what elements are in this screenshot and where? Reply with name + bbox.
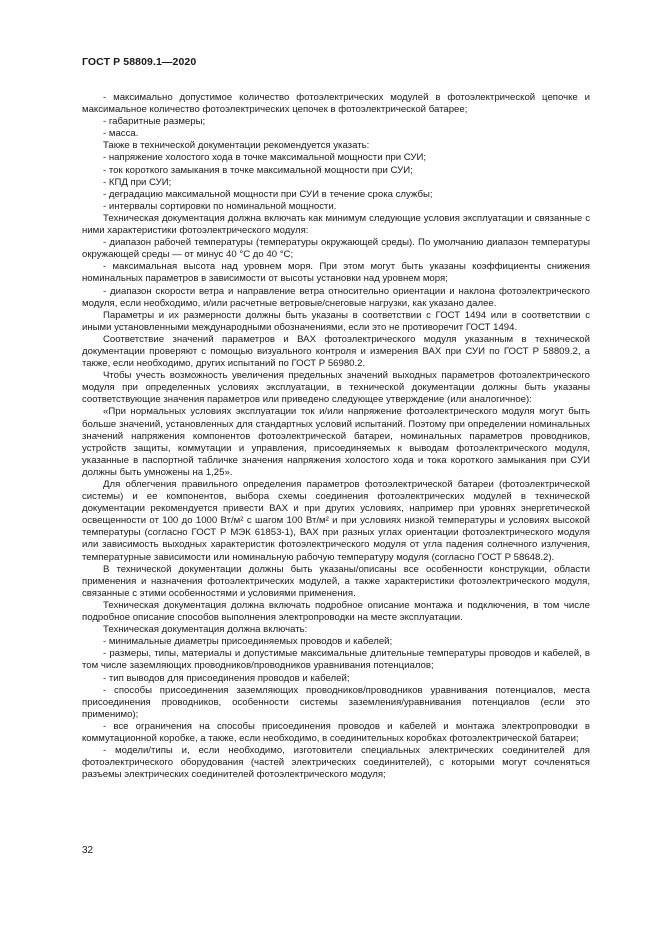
paragraph: Соответствие значений параметров и ВАХ фотоэлектрического модуля указанным в технической документации проверяют с помощью визуального контроля и измерения ВАХ при СУИ по ГОСТ Р 58809.2, а также, если необходимо, других испытаний по ГОСТ Р 56980.2.	[82, 333, 590, 370]
paragraph: - деградацию максимальной мощности при СУИ в течение срока службы;	[103, 188, 433, 200]
standard-designation: ГОСТ Р 58809.1—2020	[82, 56, 197, 68]
paragraph: Также в технической документации рекомендуется указать:	[103, 140, 370, 152]
paragraph: - интервалы сортировки по номинальной мощности.	[103, 200, 337, 212]
paragraph: - минимальные диаметры присоединяемых проводов и кабелей;	[103, 636, 393, 648]
page-body	[82, 92, 590, 781]
paragraph: - модели/типы и, если необходимо, изготовители специальных электрических соединителей для фотоэлектрического оборудования (частей электрических соединителей), с которыми могут сочленяться разъемы электрических соединителей фотоэлектрического модуля;	[82, 745, 590, 781]
page-number: 32	[82, 845, 94, 856]
paragraph: - способы присоединения заземляющих проводников/проводников уравнивания потенциалов, места присоединения проводников, особенности системы заземления/уравнивания потенциалов (если это применимо);	[82, 684, 590, 720]
paragraph: - тип выводов для присоединения проводов и кабелей;	[103, 672, 350, 684]
paragraph: - масса.	[103, 128, 139, 140]
paragraph: - все ограничения на способы присоединения проводов и кабелей и монтажа электропроводки в коммутационной коробке, а также, если необходимо, в соединительных коробках фотоэлектрической батареи;	[82, 720, 590, 744]
paragraph: - ток короткого замыкания в точке максимальной мощности при СУИ;	[103, 164, 413, 176]
paragraph: - размеры, типы, материалы и допустимые максимальные длительные температуры проводов и кабелей, в том числе заземляющих проводников/проводников уравнивания потенциалов;	[82, 648, 590, 672]
paragraph: Чтобы учесть возможность увеличения предельных значений выходных параметров фотоэлектрического модуля при определенных условиях эксплуатации, в технической документации должны быть указаны соответствующие значения параметров или приведено следующее утверждение (или аналогичное):	[82, 370, 590, 406]
paragraph: - максимальная высота над уровнем моря. При этом могут быть указаны коэффициенты снижения номинальных параметров в зависимости от высоты установки над уровнем моря;	[82, 261, 590, 285]
paragraph: Техническая документация должна включать как минимум следующие условия эксплуатации и связанные с ними характеристики фотоэлектрического модуля:	[82, 212, 590, 237]
paragraph: - КПД при СУИ;	[103, 176, 172, 188]
paragraph: - напряжение холостого хода в точке максимальной мощности при СУИ;	[103, 152, 427, 164]
paragraph: - максимально допустимое количество фотоэлектрических модулей в фотоэлектрической цепочке и максимальное количество фотоэлектрических цепочек в фотоэлектрической батарее;	[82, 92, 590, 116]
paragraph: - диапазон скорости ветра и направление ветра относительно ориентации и наклона фотоэлектрического модуля, если необходимо, и/или расчетные ветровые/снеговые нагрузки, как указано далее.	[82, 285, 590, 309]
paragraph: - габаритные размеры;	[103, 116, 206, 128]
paragraph: Параметры и их размерности должны быть указаны в соответствии с ГОСТ 1494 или в соответствии с иными установленными международными обозначениями, если это не противоречит ГОСТ 1494.	[82, 309, 590, 333]
paragraph: «При нормальных условиях эксплуатации ток и/или напряжение фотоэлектрического модуля могут быть больше значений, установленных для стандартных условий испытаний. Поэтому при определении номинальных значений напряжения компонентов фотоэлектрической батареи, номинальных параметров проводников, устройств защиты, коммутации и управления, присоединяемых к выводам фотоэлектрического модуля, указанные в паспортной табличке значения напряжения холостого хода и тока короткого замыкания при СУИ должны быть умножены на 1,25».	[82, 406, 590, 478]
paragraph: Техническая документация должна включать подробное описание монтажа и подключения, в том числе подробное описание способов выполнения электропроводки на месте эксплуатации.	[82, 599, 590, 624]
paragraph: - диапазон рабочей температуры (температуры окружающей среды). По умолчанию диапазон температуры окружающей среды — от минус 40 °C до 40 °C;	[82, 237, 590, 261]
paragraph: Техническая документация должна включать:	[103, 624, 308, 636]
paragraph: В технической документации должны быть указаны/описаны все особенности конструкции, области применения и назначения фотоэлектрических модулей, а также характеристики фотоэлектрического модуля, связанные с этими особенностями и условиями применения.	[82, 563, 590, 599]
paragraph: Для облегчения правильного определения параметров фотоэлектрической батареи (фотоэлектрической системы) и ее компонентов, выбора схемы соединения фотоэлектрических модулей в технической документации рекомендуется привести ВАХ и при других условиях, например при уровнях энергетической освещенности от 100 до 1000 Вт/м² с шагом 100 Вт/м² и при условиях низкой температуры и условиях высокой температуры (согласно ГОСТ Р МЭК 61853-1), ВАХ при разных углах ориентации фотоэлектрического модуля или зависимость выходных характеристик фотоэлектрического модуля от угла падения солнечного излучения, температурные зависимости или номинальную рабочую температуру модуля (согласно ГОСТ Р 58648.2).	[82, 479, 590, 563]
